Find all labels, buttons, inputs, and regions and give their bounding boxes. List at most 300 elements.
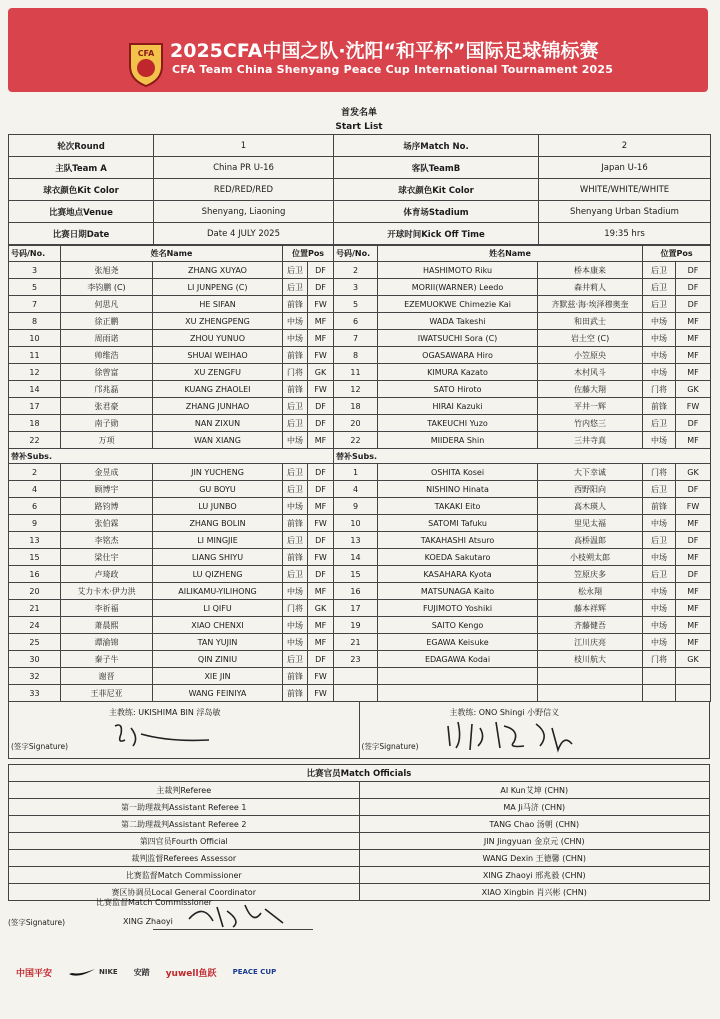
team-a-player-name-cn: 顾博宇 — [61, 481, 153, 498]
team-a-player-name-en: NAN ZIXUN — [153, 415, 283, 432]
team-b-player-name-en: TAKAKI Eito — [378, 498, 538, 515]
team-b-player-name-en — [378, 668, 538, 685]
team-a-player-name-cn: 南子勋 — [61, 415, 153, 432]
team-a-player-number: 15 — [9, 549, 61, 566]
match-info-table — [8, 134, 711, 245]
team-a-player-pos-en: DF — [308, 279, 334, 296]
subs-label-b: 替补Subs. — [334, 449, 711, 464]
team-a-player-pos-en: MF — [308, 634, 334, 651]
team-a-player-number: 32 — [9, 668, 61, 685]
team-a-player-pos-cn: 后卫 — [283, 398, 308, 415]
team-b-player-name-jp: 木村风斗 — [538, 364, 643, 381]
team-a-player-pos-en: FW — [308, 515, 334, 532]
team-b-player-number: 15 — [334, 566, 378, 583]
team-a-player-name-cn: 何思凡 — [61, 296, 153, 313]
team-a-player-name-cn: 秦子牛 — [61, 651, 153, 668]
team-b-player-number: 16 — [334, 583, 378, 600]
team-b-player-name-jp: 枝川航大 — [538, 651, 643, 668]
commissioner-signature — [183, 899, 293, 931]
team-a-player-number: 24 — [9, 617, 61, 634]
info-label: 主队Team A — [9, 157, 154, 179]
team-a-player-pos-cn: 门将 — [283, 600, 308, 617]
team-a-player-number: 11 — [9, 347, 61, 364]
team-a-player-name-cn: 金昱成 — [61, 464, 153, 481]
team-a-player-name-cn: 谭渝锦 — [61, 634, 153, 651]
player-row — [9, 432, 711, 449]
team-a-player-name-cn: 张君豪 — [61, 398, 153, 415]
team-b-player-name-en: HIRAI Kazuki — [378, 398, 538, 415]
team-b-player-number — [334, 685, 378, 702]
team-b-player-number: 6 — [334, 313, 378, 330]
team-b-player-pos-cn: 中场 — [643, 313, 676, 330]
team-b-player-name-jp: 高桥温郎 — [538, 532, 643, 549]
team-b-player-number: 19 — [334, 617, 378, 634]
official-row — [9, 816, 710, 833]
team-b-player-name-en: EDAGAWA Kodai — [378, 651, 538, 668]
team-a-player-number: 5 — [9, 279, 61, 296]
team-a-player-number: 17 — [9, 398, 61, 415]
team-b-player-pos-en: MF — [676, 432, 711, 449]
cfa-crest-icon — [126, 40, 166, 88]
team-b-player-pos-cn: 中场 — [643, 515, 676, 532]
team-a-player-pos-en: DF — [308, 566, 334, 583]
team-b-player-name-jp: 西野阳向 — [538, 481, 643, 498]
team-b-player-name-en — [378, 685, 538, 702]
player-row — [9, 498, 711, 515]
team-a-player-pos-cn: 后卫 — [283, 481, 308, 498]
team-b-player-name-jp — [538, 668, 643, 685]
team-b-player-pos-cn: 后卫 — [643, 566, 676, 583]
team-b-player-pos-en — [676, 668, 711, 685]
team-b-player-pos-cn: 中场 — [643, 432, 676, 449]
team-a-player-pos-cn: 前锋 — [283, 296, 308, 313]
team-a-player-number: 4 — [9, 481, 61, 498]
team-b-player-name-en: HASHIMOTO Riku — [378, 262, 538, 279]
team-b-player-pos-cn: 中场 — [643, 583, 676, 600]
signature-label-a: (签字Signature) — [11, 742, 69, 751]
team-a-player-name-en: AILIKAMU-YILIHONG — [153, 583, 283, 600]
team-b-player-name-jp: 小笠原央 — [538, 347, 643, 364]
team-b-player-number: 1 — [334, 464, 378, 481]
team-b-player-pos-cn: 后卫 — [643, 415, 676, 432]
player-row — [9, 364, 711, 381]
team-a-player-name-en: LI JUNPENG (C) — [153, 279, 283, 296]
team-b-player-pos-cn: 中场 — [643, 549, 676, 566]
team-a-player-pos-en: MF — [308, 498, 334, 515]
team-b-player-pos-en: DF — [676, 415, 711, 432]
team-a-player-name-cn: 李铭杰 — [61, 532, 153, 549]
coach-a-signature — [109, 720, 219, 750]
team-a-player-name-en: QIN ZINIU — [153, 651, 283, 668]
team-b-player-name-jp: 岩土空 (C) — [538, 330, 643, 347]
team-b-player-pos-en: DF — [676, 481, 711, 498]
info-value: Japan U-16 — [539, 157, 711, 179]
tournament-title-cn: 2025CFA中国之队·沈阳“和平杯”国际足球锦标赛 — [170, 40, 599, 62]
team-b-player-pos-cn: 门将 — [643, 464, 676, 481]
team-a-player-pos-cn: 后卫 — [283, 279, 308, 296]
doc-title-en: Start List — [335, 122, 383, 132]
sponsor-peace-cup: PEACE CUP — [232, 968, 277, 976]
team-b-player-name-jp: 平井一辉 — [538, 398, 643, 415]
info-label: 轮次Round — [9, 135, 154, 157]
team-a-player-number: 6 — [9, 498, 61, 515]
team-a-player-pos-en: DF — [308, 651, 334, 668]
nike-swoosh-icon — [68, 967, 96, 977]
team-b-player-name-jp: 桥本康来 — [538, 262, 643, 279]
match-info-row — [9, 157, 711, 179]
match-info-row — [9, 179, 711, 201]
team-b-player-name-jp: 里见太福 — [538, 515, 643, 532]
team-b-player-name-jp: 高木瑛人 — [538, 498, 643, 515]
team-a-player-pos-cn: 前锋 — [283, 515, 308, 532]
team-b-player-pos-en: DF — [676, 566, 711, 583]
coach-b-name: 主教练: ONO Shingi 小野信义 — [449, 708, 560, 717]
info-value: 19:35 hrs — [539, 223, 711, 245]
team-b-player-name-en: TAKEUCHI Yuzo — [378, 415, 538, 432]
official-name: JIN Jingyuan 金京元 (CHN) — [359, 833, 710, 850]
info-label: 客队TeamB — [334, 157, 539, 179]
team-a-player-name-en: ZHANG BOLIN — [153, 515, 283, 532]
team-a-player-name-en: ZHANG JUNHAO — [153, 398, 283, 415]
sponsor-yuwell: yuwell鱼跃 — [165, 968, 217, 979]
team-b-player-name-en: EGAWA Keisuke — [378, 634, 538, 651]
official-row — [9, 799, 710, 816]
team-a-player-name-cn: 谢晋 — [61, 668, 153, 685]
team-b-player-number: 12 — [334, 381, 378, 398]
player-row — [9, 347, 711, 364]
team-b-player-pos-cn: 后卫 — [643, 296, 676, 313]
official-role: 裁判监督Referees Assessor — [9, 850, 360, 867]
team-b-player-pos-en: MF — [676, 634, 711, 651]
player-row — [9, 651, 711, 668]
team-b-player-pos-en: GK — [676, 381, 711, 398]
official-role: 第四官员Fourth Official — [9, 833, 360, 850]
officials-title: 比赛官员Match Officials — [9, 765, 710, 782]
team-b-player-name-en: SAITO Kengo — [378, 617, 538, 634]
player-row — [9, 313, 711, 330]
team-a-player-pos-cn: 中场 — [283, 498, 308, 515]
sponsor-pingan: 中国平安 — [16, 968, 53, 979]
official-role: 主裁判Referee — [9, 782, 360, 799]
team-a-player-pos-en: FW — [308, 549, 334, 566]
team-b-player-pos-en: MF — [676, 515, 711, 532]
team-b-player-name-jp: 松永翔 — [538, 583, 643, 600]
team-a-player-number: 10 — [9, 330, 61, 347]
team-a-player-number: 13 — [9, 532, 61, 549]
team-a-player-pos-cn: 中场 — [283, 313, 308, 330]
doc-title-cn: 首发名单 — [340, 108, 377, 118]
info-value: Date 4 JULY 2025 — [154, 223, 334, 245]
info-value: Shenyang, Liaoning — [154, 201, 334, 223]
commissioner-name: XING Zhaoyi — [123, 917, 173, 926]
team-a-player-name-cn: 周雨诺 — [61, 330, 153, 347]
team-b-player-name-en: IWATSUCHI Sora (C) — [378, 330, 538, 347]
info-value: 2 — [539, 135, 711, 157]
team-b-player-name-en: SATOMI Tafuku — [378, 515, 538, 532]
player-row — [9, 617, 711, 634]
team-b-player-number: 7 — [334, 330, 378, 347]
team-b-player-name-en: KASAHARA Kyota — [378, 566, 538, 583]
team-b-player-pos-en: MF — [676, 313, 711, 330]
team-b-player-name-jp: 笠原庆多 — [538, 566, 643, 583]
team-a-player-name-cn: 梁仕宇 — [61, 549, 153, 566]
team-b-player-number: 9 — [334, 498, 378, 515]
match-info-row — [9, 201, 711, 223]
team-a-player-pos-en: DF — [308, 398, 334, 415]
team-a-player-name-en: WAN XIANG — [153, 432, 283, 449]
team-b-player-number: 8 — [334, 347, 378, 364]
coach-b-signature — [440, 716, 590, 754]
player-row — [9, 296, 711, 313]
player-row — [9, 634, 711, 651]
team-a-player-name-en: JIN YUCHENG — [153, 464, 283, 481]
team-a-player-name-cn: 卢琦政 — [61, 566, 153, 583]
team-a-player-pos-cn: 后卫 — [283, 415, 308, 432]
team-b-player-name-jp: 齐藤健吾 — [538, 617, 643, 634]
team-a-player-pos-en: FW — [308, 296, 334, 313]
team-a-player-name-cn: 徐曾富 — [61, 364, 153, 381]
player-row — [9, 330, 711, 347]
player-row — [9, 668, 711, 685]
team-a-player-name-en: SHUAI WEIHAO — [153, 347, 283, 364]
official-row — [9, 782, 710, 799]
team-a-player-name-en: ZHOU YUNUO — [153, 330, 283, 347]
team-b-player-number: 4 — [334, 481, 378, 498]
team-b-player-name-en: MATSUNAGA Kaito — [378, 583, 538, 600]
team-a-player-pos-cn: 后卫 — [283, 566, 308, 583]
team-b-player-pos-en: GK — [676, 651, 711, 668]
commissioner-label: 比赛监督Match Commissioner — [96, 898, 212, 907]
team-a-player-pos-en: DF — [308, 415, 334, 432]
team-a-player-number: 25 — [9, 634, 61, 651]
team-b-player-pos-cn: 中场 — [643, 364, 676, 381]
team-a-player-name-cn: 李祈福 — [61, 600, 153, 617]
team-b-player-name-en: NISHINO Hinata — [378, 481, 538, 498]
team-b-player-name-jp: 大下幸诚 — [538, 464, 643, 481]
team-b-player-number: 23 — [334, 651, 378, 668]
team-b-player-number: 10 — [334, 515, 378, 532]
team-b-player-number: 21 — [334, 634, 378, 651]
team-b-player-number: 20 — [334, 415, 378, 432]
col-header-pos: 位置Pos — [643, 246, 711, 262]
team-a-player-pos-cn: 中场 — [283, 617, 308, 634]
team-a-player-number: 33 — [9, 685, 61, 702]
start-list-sheet — [8, 106, 710, 901]
team-a-player-pos-en: MF — [308, 432, 334, 449]
team-a-player-pos-cn: 中场 — [283, 634, 308, 651]
team-a-player-name-en: HE SIFAN — [153, 296, 283, 313]
team-a-player-number: 12 — [9, 364, 61, 381]
team-a-player-name-en: LIANG SHIYU — [153, 549, 283, 566]
team-a-player-pos-en: DF — [308, 481, 334, 498]
player-row — [9, 515, 711, 532]
team-a-player-name-cn: 艾力卡木·伊力洪 — [61, 583, 153, 600]
team-a-player-number: 14 — [9, 381, 61, 398]
team-a-player-name-en: XU ZENGFU — [153, 364, 283, 381]
tournament-title-en: CFA Team China Shenyang Peace Cup International Tournament 2025 — [172, 63, 614, 76]
team-b-player-pos-en: MF — [676, 347, 711, 364]
team-a-player-pos-en: GK — [308, 600, 334, 617]
sponsor-anta: 安踏 — [133, 967, 150, 977]
team-a-player-name-en: XIAO CHENXI — [153, 617, 283, 634]
sponsor-nike-label: NIKE — [99, 968, 118, 976]
svg-text:CFA: CFA — [137, 49, 155, 58]
col-header-name: 姓名Name — [61, 246, 283, 262]
team-a-player-name-cn: 李钧鹏 (C) — [61, 279, 153, 296]
team-a-player-number: 18 — [9, 415, 61, 432]
team-b-player-pos-cn: 中场 — [643, 634, 676, 651]
info-value: 1 — [154, 135, 334, 157]
team-a-player-name-en: XU ZHENGPENG — [153, 313, 283, 330]
team-b-player-pos-en: DF — [676, 296, 711, 313]
info-label: 场序Match No. — [334, 135, 539, 157]
info-label: 比赛日期Date — [9, 223, 154, 245]
team-a-player-name-en: XIE JIN — [153, 668, 283, 685]
team-a-player-number: 16 — [9, 566, 61, 583]
team-b-player-pos-cn: 中场 — [643, 347, 676, 364]
official-name: AI Kun艾坤 (CHN) — [359, 782, 710, 799]
team-a-player-pos-cn: 后卫 — [283, 464, 308, 481]
player-row — [9, 532, 711, 549]
team-a-player-pos-cn: 后卫 — [283, 262, 308, 279]
coach-a-name: 主教练: UKISHIMA BIN 浮岛敏 — [109, 708, 221, 717]
official-name: XING Zhaoyi 邢兆毅 (CHN) — [359, 867, 710, 884]
player-row — [9, 381, 711, 398]
team-a-player-name-en: LI MINGJIE — [153, 532, 283, 549]
team-b-player-name-en: OGASAWARA Hiro — [378, 347, 538, 364]
team-b-player-pos-en: DF — [676, 279, 711, 296]
team-a-player-pos-en: FW — [308, 668, 334, 685]
team-a-player-number: 21 — [9, 600, 61, 617]
team-a-player-name-cn: 徐正鹏 — [61, 313, 153, 330]
team-a-player-pos-cn: 后卫 — [283, 532, 308, 549]
team-a-player-number: 8 — [9, 313, 61, 330]
subs-label-a: 替补Subs. — [9, 449, 334, 464]
team-a-player-number: 2 — [9, 464, 61, 481]
team-b-player-pos-cn: 门将 — [643, 381, 676, 398]
team-b-player-pos-en: GK — [676, 464, 711, 481]
team-a-player-name-en: GU BOYU — [153, 481, 283, 498]
team-b-player-pos-cn: 后卫 — [643, 262, 676, 279]
team-b-player-name-en: OSHITA Kosei — [378, 464, 538, 481]
team-a-player-name-cn: 万项 — [61, 432, 153, 449]
commissioner-signature-label: (签字Signature) — [8, 918, 66, 927]
official-role: 比赛监督Match Commissioner — [9, 867, 360, 884]
team-a-player-pos-en: DF — [308, 532, 334, 549]
team-a-player-name-en: KUANG ZHAOLEI — [153, 381, 283, 398]
player-row — [9, 415, 711, 432]
team-a-player-pos-en: MF — [308, 617, 334, 634]
info-value: China PR U-16 — [154, 157, 334, 179]
team-b-player-number: 14 — [334, 549, 378, 566]
team-b-player-name-jp: 齐默兹·海·埃泽穆奥奎 — [538, 296, 643, 313]
official-role: 赛区协调员Local General Coordinator — [9, 884, 360, 901]
team-b-player-number: 11 — [334, 364, 378, 381]
team-b-player-pos-cn: 后卫 — [643, 532, 676, 549]
team-a-player-pos-en: DF — [308, 262, 334, 279]
team-a-player-pos-en: FW — [308, 381, 334, 398]
team-b-player-name-jp: 小枝朔太郎 — [538, 549, 643, 566]
team-a-player-name-en: LU JUNBO — [153, 498, 283, 515]
team-b-player-name-jp: 三井寺真 — [538, 432, 643, 449]
player-row — [9, 262, 711, 279]
team-b-player-pos-en: DF — [676, 262, 711, 279]
sponsor-nike — [68, 967, 118, 977]
team-a-player-name-cn: 张旭尧 — [61, 262, 153, 279]
col-header-no: 号码/No. — [334, 246, 378, 262]
team-b-player-number: 22 — [334, 432, 378, 449]
team-a-player-pos-cn: 前锋 — [283, 668, 308, 685]
lineup-header-row — [9, 246, 711, 262]
match-info-row — [9, 135, 711, 157]
team-a-player-pos-cn: 门将 — [283, 364, 308, 381]
team-a-player-pos-en: MF — [308, 330, 334, 347]
official-row — [9, 850, 710, 867]
team-a-player-pos-cn: 中场 — [283, 330, 308, 347]
team-a-player-number: 3 — [9, 262, 61, 279]
player-row — [9, 481, 711, 498]
team-b-player-number: 18 — [334, 398, 378, 415]
team-a-player-pos-en: FW — [308, 347, 334, 364]
team-a-player-pos-cn: 前锋 — [283, 685, 308, 702]
player-row — [9, 398, 711, 415]
official-name: XIAO Xingbin 肖兴彬 (CHN) — [359, 884, 710, 901]
team-b-player-pos-en: MF — [676, 364, 711, 381]
team-a-player-pos-cn: 后卫 — [283, 651, 308, 668]
team-b-player-number: 2 — [334, 262, 378, 279]
team-b-player-pos-en: MF — [676, 583, 711, 600]
official-name: MA Ji马济 (CHN) — [359, 799, 710, 816]
info-value: WHITE/WHITE/WHITE — [539, 179, 711, 201]
team-b-player-pos-en: MF — [676, 330, 711, 347]
official-name: WANG Dexin 王德馨 (CHN) — [359, 850, 710, 867]
commissioner-signature-area — [8, 895, 708, 935]
team-b-player-name-jp: 竹内悠三 — [538, 415, 643, 432]
team-a-player-pos-en: MF — [308, 583, 334, 600]
sponsor-strip — [8, 942, 710, 1002]
match-officials-table — [8, 764, 710, 901]
team-a-player-number: 7 — [9, 296, 61, 313]
team-b-player-name-jp: 和田武士 — [538, 313, 643, 330]
signature-label-b: (签字Signature) — [361, 742, 419, 751]
team-b-player-name-en: MORII(WARNER) Leedo — [378, 279, 538, 296]
team-b-player-pos-cn: 后卫 — [643, 481, 676, 498]
team-b-player-number — [334, 668, 378, 685]
team-a-player-pos-en: MF — [308, 313, 334, 330]
info-label: 比赛地点Venue — [9, 201, 154, 223]
team-b-player-name-jp — [538, 685, 643, 702]
official-role: 第二助理裁判Assistant Referee 2 — [9, 816, 360, 833]
team-b-player-name-en: SATO Hiroto — [378, 381, 538, 398]
team-b-player-name-jp: 江川庆亮 — [538, 634, 643, 651]
player-row — [9, 549, 711, 566]
lineup-table — [8, 245, 711, 702]
player-row — [9, 566, 711, 583]
info-label: 球衣颜色Kit Color — [334, 179, 539, 201]
match-info-row — [9, 223, 711, 245]
team-a-player-pos-cn: 前锋 — [283, 549, 308, 566]
team-a-player-pos-en: FW — [308, 685, 334, 702]
team-b-player-name-en: EZEMUOKWE Chimezie Kai — [378, 296, 538, 313]
team-a-player-pos-cn: 中场 — [283, 583, 308, 600]
team-b-player-number: 5 — [334, 296, 378, 313]
team-a-player-name-en: TAN YUJIN — [153, 634, 283, 651]
player-row — [9, 464, 711, 481]
team-b-player-pos-cn: 前锋 — [643, 498, 676, 515]
official-row — [9, 867, 710, 884]
team-b-player-pos-en: MF — [676, 549, 711, 566]
team-a-player-pos-cn: 前锋 — [283, 347, 308, 364]
